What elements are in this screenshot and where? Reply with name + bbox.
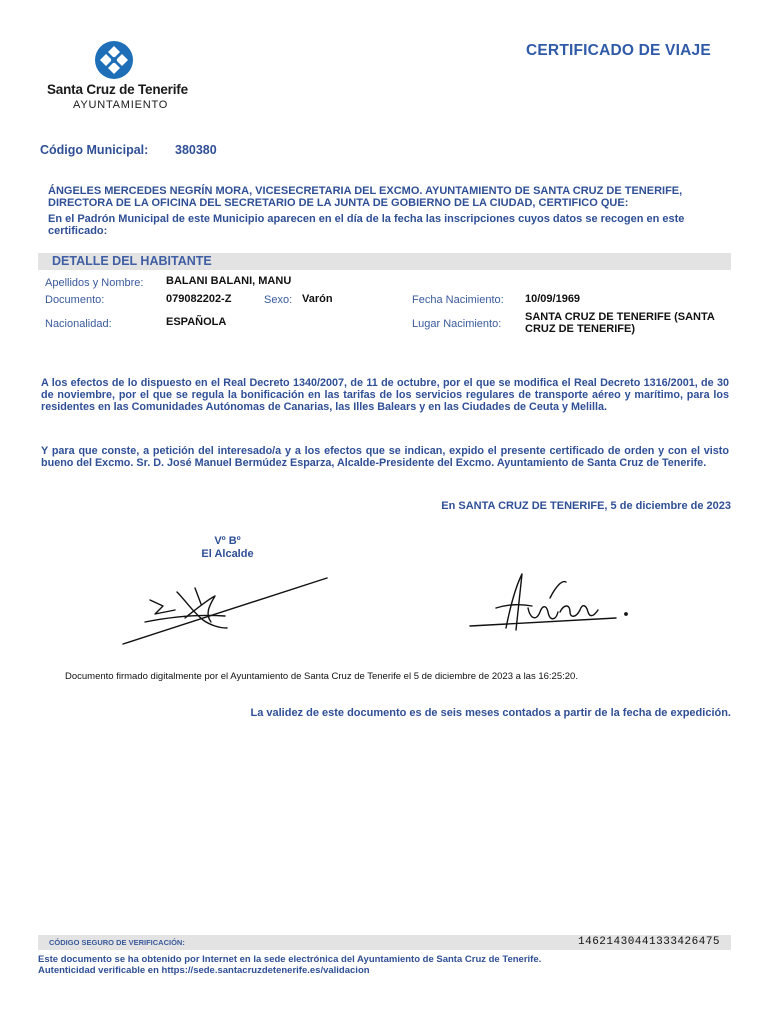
- document-label: Documento:: [45, 294, 105, 306]
- secretary-signature: [466, 568, 641, 638]
- mayor-label: El Alcalde: [201, 548, 254, 560]
- census-statement: En el Padrón Municipal de este Municipio aparecen en el día de la fecha las inscripciones cuyos datos se recogen en este certificado:: [48, 213, 685, 237]
- birth-place-label: Lugar Nacimiento:: [412, 318, 502, 330]
- logo-subtitle: AYUNTAMIENTO: [73, 99, 169, 111]
- mayor-signature: [115, 570, 335, 650]
- sex-label: Sexo:: [264, 294, 293, 306]
- surname-name-label: Apellidos y Nombre:: [45, 277, 144, 289]
- birth-date-value: 10/09/1969: [525, 293, 581, 305]
- document-value: 079082202-Z: [166, 293, 232, 305]
- vobo-label: Vº Bº: [214, 535, 241, 547]
- validity-note: La validez de este documento es de seis meses contados a partir de la fecha de expedición.: [250, 707, 731, 719]
- certifier-statement: ÁNGELES MERCEDES NEGRÍN MORA, VICESECRETARIA DEL EXCMO. AYUNTAMIENTO DE SANTA CRUZ DE TENERIFE, DIRECTORA DE LA OFICINA DEL SECRETARIO DE LA JUNTA DE GOBIERNO DE LA CIUDAD, CERTIFICO QUE:: [48, 185, 683, 209]
- municipal-code-value: 380380: [175, 143, 217, 157]
- issuance-paragraph: Y para que conste, a petición del interesado/a y a los efectos que se indican, expido el presente certificado de orden y con el visto bueno del Excmo. Sr. D. José Manuel Bermúdez Esparza, Alcalde-Presidente del Excmo. Ayuntamiento de Santa Cruz de Tenerife.: [41, 445, 729, 469]
- legal-basis-paragraph: A los efectos de lo dispuesto en el Real Decreto 1340/2007, de 11 de octubre, por el que se modifica el Real Decreto 1316/2001, de 30 de noviembre, por el que se regula la bonificación en las tarifas de los servicios regulares de transporte aéreo y marítimo, para los residentes en las Comunidades Autónomas de Canarias, las Illes Balears y en las Ciudades de Ceuta y Melilla.: [41, 377, 729, 413]
- section-title: DETALLE DEL HABITANTE: [52, 254, 212, 268]
- logo-name: Santa Cruz de Tenerife: [47, 82, 188, 97]
- nationality-label: Nacionalidad:: [45, 318, 112, 330]
- digital-signature-note: Documento firmado digitalmente por el Ayuntamiento de Santa Cruz de Tenerife el 5 de diciembre de 2023 a las 16:25:20.: [65, 671, 578, 682]
- mayor-approval-block: [200, 535, 255, 561]
- footer-verification-link[interactable]: Autenticidad verificable en https://sede.santacruzdetenerife.es/validacion: [38, 965, 370, 976]
- municipal-logo-icon: [94, 40, 134, 80]
- place-date-line: En SANTA CRUZ DE TENERIFE, 5 de diciembre de 2023: [441, 500, 731, 512]
- verification-code-label: CÓDIGO SEGURO DE VERIFICACIÓN:: [49, 938, 185, 947]
- birth-place-value: SANTA CRUZ DE TENERIFE (SANTA CRUZ DE TENERIFE): [525, 311, 715, 335]
- municipal-code-label: Código Municipal:: [40, 143, 149, 157]
- sex-value: Varón: [302, 293, 333, 305]
- document-title: CERTIFICADO DE VIAJE: [526, 42, 711, 59]
- verification-code-value: 14621430441333426475: [578, 936, 721, 948]
- surname-name-value: BALANI BALANI, MANU: [166, 275, 292, 287]
- footer-source-note: Este documento se ha obtenido por Internet en la sede electrónica del Ayuntamiento de Santa Cruz de Tenerife.: [38, 954, 542, 965]
- nationality-value: ESPAÑOLA: [166, 316, 227, 328]
- birth-date-label: Fecha Nacimiento:: [412, 294, 504, 306]
